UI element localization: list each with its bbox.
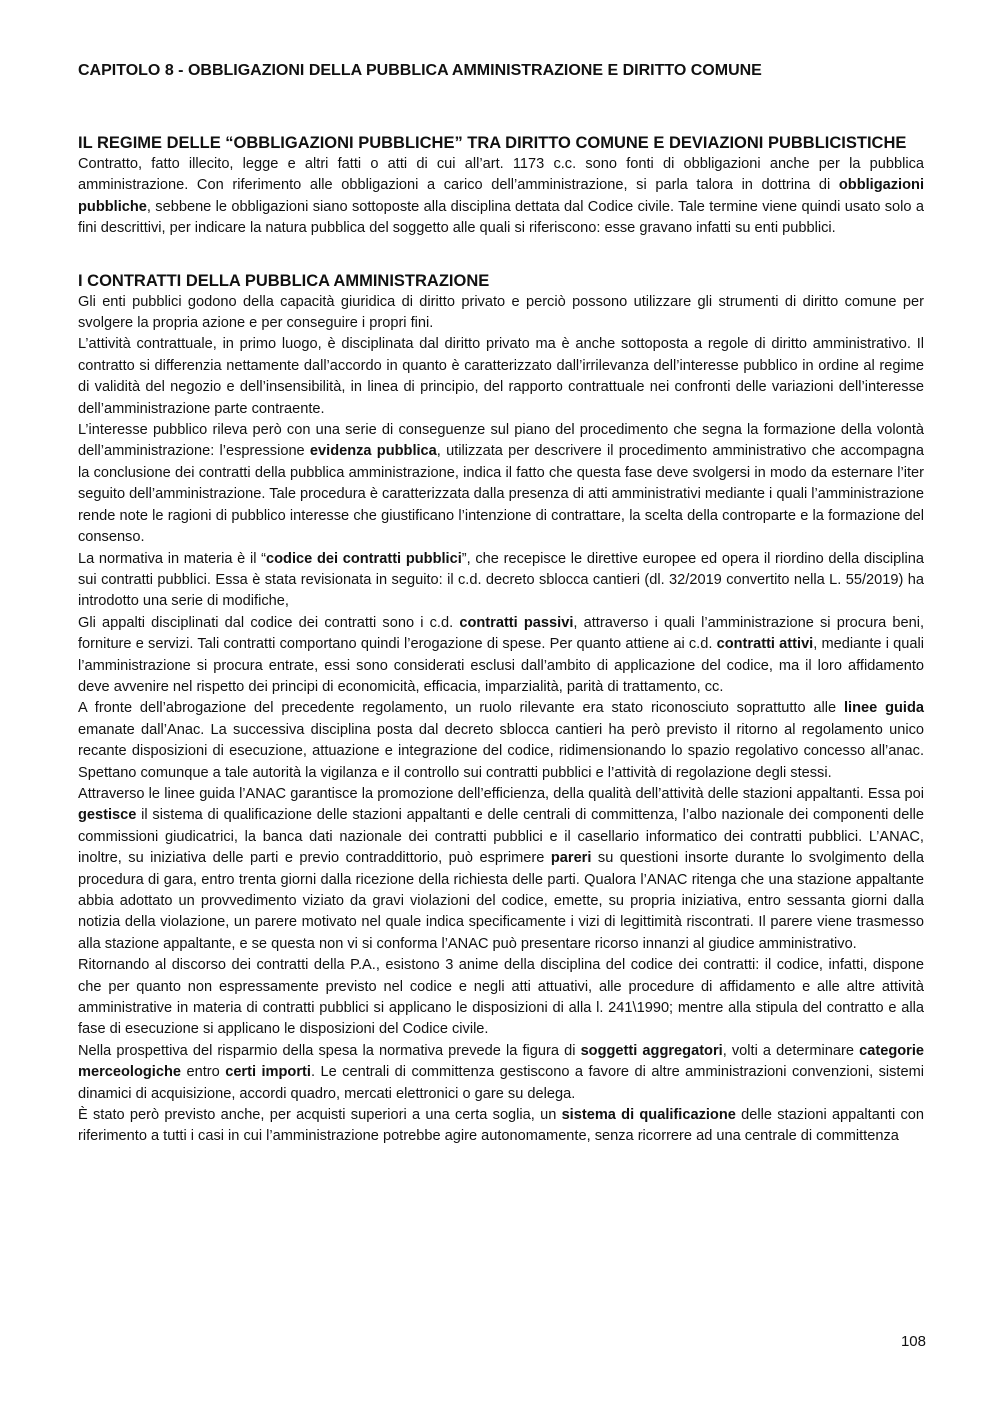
paragraph: L’attività contrattuale, in primo luogo, è disciplinata dal diritto privato ma è anche sottoposta a regole di diritto amministrativo. Il contratto si differenzia nettamente dall’accordo in quanto è caratterizzato dall’irrilevanza dell’interesse pubblico in ordine al regime di validità del negozio e dell’insensibilità, in linea di principio, del rapporto contrattuale nei confronti delle variazioni dell’interesse dell’amministrazione parte contraente. (78, 336, 924, 417)
paragraph: Contratto, fatto illecito, legge e altri fatti o atti di cui all’art. 1173 c.c. sono fonti di obbligazioni anche per la pubblica amministrazione. Con riferimento alle obbligazioni a carico dell’amministrazione, si parla talora in dottrina di obbligazioni pubbliche, sebbene le obbligazioni siano sottoposte alla disciplina dettata dal Codice civile. Tale termine viene quindi usato solo a fini descrittivi, per indicare la natura pubblica del soggetto alle quali si riferiscono: esse gravano infatti su enti pubblici. (78, 156, 924, 237)
page-number: 108 (900, 1333, 926, 1350)
chapter-title: CAPITOLO 8 - OBBLIGAZIONI DELLA PUBBLICA AMMINISTRAZIONE E DIRITTO COMUNE (78, 62, 762, 79)
document-page (78, 60, 924, 1148)
paragraph: A fronte dell’abrogazione del precedente regolamento, un ruolo rilevante era stato riconosciuto soprattutto alle linee guida emanate dall’Anac. La successiva disciplina posta dal decreto sblocca cantieri ha però previsto il ritorno al regolamento unico recante disposizioni di esecuzione, attuazione e integrazione del codice, ridimensionando lo spazio regolativo concesso all’anac. Spettano comunque a tale autorità la vigilanza e il controllo sui contratti pubblici e l’attività di regolazione degli stessi. (78, 700, 924, 781)
paragraph: L’interesse pubblico rileva però con una serie di conseguenze sul piano del procedimento che segna la formazione della volontà dell’amministrazione: l’espressione evidenza pubblica, utilizzata per descrivere il procedimento amministrativo che accompagna la conclusione dei contratti della pubblica amministrazione, indica il fatto che questa fase deve svolgersi in modo da esternare l’iter seguito dell’amministrazione. Tale procedura è caratterizzata dalla presenza di atti amministrativi mediante i quali l’amministrazione rende note le ragioni di pubblico interesse che giustificano l’intenzione di contrattare, la scelta della controparte e la formazione del consenso. (78, 422, 924, 546)
section-title-contratti-pa: I CONTRATTI DELLA PUBBLICA AMMINISTRAZIONE (78, 271, 490, 290)
section-title-obbligazioni-pubbliche: IL REGIME DELLE “OBBLIGAZIONI PUBBLICHE” TRA DIRITTO COMUNE E DEVIAZIONI PUBBLICISTICHE (78, 134, 907, 152)
paragraph: Gli appalti disciplinati dal codice dei contratti sono i c.d. contratti passivi, attraverso i quali l’amministrazione si procura beni, forniture e servizi. Tali contratti comportano quindi l’erogazione di spese. Per quanto attiene ai c.d. contratti attivi, mediante i quali l’amministrazione si procura entrate, essi sono considerati esclusi dall’ambito di applicazione del codice, ma il loro affidamento deve avvenire nel rispetto dei principi di economicità, efficacia, imparzialità, parità di trattamento, cc. (78, 614, 925, 695)
paragraph: La normativa in materia è il “codice dei contratti pubblici”, che recepisce le direttive europee ed opera il riordino della disciplina sui contratti pubblici. Essa è stata revisionata in seguito: il c.d. decreto sblocca cantieri (dl. 32/2019 convertito nella L. 55/2019) ha introdotto una serie di modifiche, (78, 550, 924, 610)
paragraph: È stato però previsto anche, per acquisti superiori a una certa soglia, un sistema di qualificazione delle stazioni appaltanti con riferimento a tutti i casi in cui l’amministrazione potrebbe agire autonomamente, senza ricorrere ad una centrale di committenza (78, 1107, 925, 1145)
paragraph: Attraverso le linee guida l’ANAC garantisce la promozione dell’efficienza, della qualità dell’attività delle stazioni appaltanti. Essa poi gestisce il sistema di qualificazione delle stazioni appaltanti e delle centrali di committenza, l’albo nazionale dei componenti delle commissioni giudicatrici, la banca dati nazionale dei contratti pubblici e il casellario informatico dei contratti pubblici. L’ANAC, inoltre, su iniziativa delle parti e previo contraddittorio, può esprimere pareri su questioni insorte durante lo svolgimento della procedura di gara, entro trenta giorni dalla ricezione della richiesta delle parti. Qualora l’ANAC ritenga che una stazione appaltante abbia adottato un provvedimento viziato da gravi violazioni del codice, emette, su propria iniziativa, entro sessanta giorni dalla notizia della violazione, un parere motivato nel quale indica specificamente i vizi di legittimità riscontrati. Il parere viene trasmesso alla stazione appaltante, e se questa non vi si conforma l’ANAC può presentare ricorso innanzi al giudice amministrativo. (78, 785, 924, 952)
section-body-obbligazioni-pubbliche (78, 154, 924, 240)
section-body-contratti-pa (78, 292, 924, 1148)
paragraph: Ritornando al discorso dei contratti della P.A., esistono 3 anime della disciplina del codice dei contratti: il codice, infatti, dispone che per quanto non espressamente previsto nel codice e negli atti attuativi, alle procedure di affidamento e alle altre attività amministrative in materia di contratti pubblici si applicano le disposizioni di alla l. 241\1990; mentre alla stipula del contratto e alla fase di esecuzione si applicano le disposizioni del Codice civile. (78, 957, 924, 1038)
paragraph: Gli enti pubblici godono della capacità giuridica di diritto privato e perciò possono utilizzare gli strumenti di diritto comune per svolgere la propria azione e per conseguire i propri fini. (78, 293, 924, 332)
paragraph: Nella prospettiva del risparmio della spesa la normativa prevede la figura di soggetti aggregatori, volti a determinare categorie merceologiche entro certi importi. Le centrali di committenza gestiscono a favore di altre amministrazioni convenzioni, sistemi dinamici di acquisizione, accordi quadro, mercati elettronici o gare su delega. (78, 1042, 925, 1102)
